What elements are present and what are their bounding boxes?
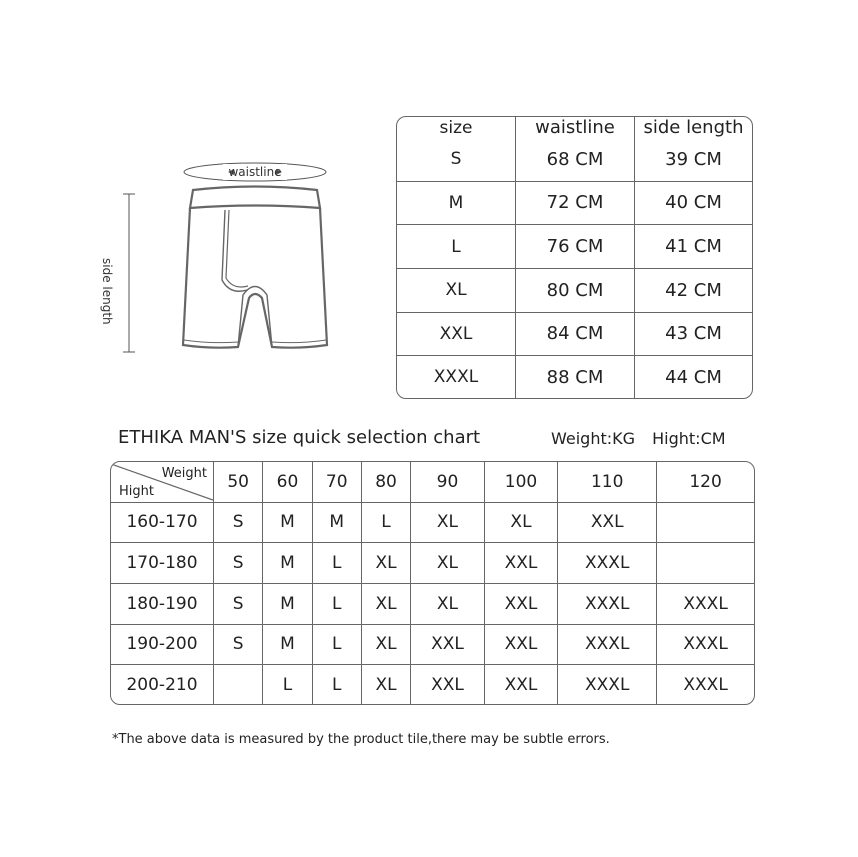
waistline-cell: 88 CM [516, 356, 635, 398]
size-cell: XL [362, 543, 411, 584]
side-length-cell: 39 CM [635, 138, 752, 182]
waistline-cell: 68 CM [516, 138, 635, 182]
header-size: size [397, 117, 516, 138]
header-waistline: waistline [516, 117, 635, 138]
side-length-measure [123, 194, 135, 352]
size-table-header [397, 117, 752, 138]
size-cell: XXL [397, 313, 516, 357]
size-cell: XXL [485, 584, 559, 625]
size-cell: XXL [411, 625, 485, 666]
height-range-cell: 180-190 [111, 584, 214, 625]
disclaimer-note: *The above data is measured by the product tile,there may be subtle errors. [112, 732, 610, 747]
table-row [397, 182, 752, 226]
size-cell: XL [362, 665, 411, 704]
size-cell: S [397, 138, 516, 182]
waistline-label: waistline [228, 165, 282, 179]
waistline-cell: 84 CM [516, 313, 635, 357]
size-cell: XL [411, 543, 485, 584]
table-row [397, 313, 752, 357]
size-cell: L [397, 225, 516, 269]
size-cell [657, 543, 754, 584]
height-range-cell: 190-200 [111, 625, 214, 666]
table-row [397, 138, 752, 182]
size-cell: M [263, 503, 312, 544]
table-row [111, 625, 754, 666]
size-cell: XL [485, 503, 559, 544]
table-row [111, 503, 754, 544]
size-cell: XXXL [397, 356, 516, 398]
size-cell: S [214, 503, 263, 544]
corner-weight-label: Weight [161, 466, 207, 481]
size-cell: L [313, 665, 362, 704]
table-row [397, 225, 752, 269]
size-cell [214, 665, 263, 704]
size-cell: L [313, 584, 362, 625]
weight-header: 60 [263, 462, 312, 503]
size-cell: M [397, 182, 516, 226]
size-cell: L [362, 503, 411, 544]
size-table [396, 116, 753, 399]
quick-selection-table [110, 461, 755, 705]
size-cell: M [263, 543, 312, 584]
size-cell: XXXL [558, 625, 657, 666]
size-cell: M [263, 584, 312, 625]
size-cell [657, 503, 754, 544]
size-cell: XL [411, 584, 485, 625]
size-cell: L [313, 625, 362, 666]
weight-header: 110 [558, 462, 657, 503]
height-range-cell: 160-170 [111, 503, 214, 544]
weight-header: 70 [313, 462, 362, 503]
size-cell: XXXL [558, 584, 657, 625]
size-cell: S [214, 543, 263, 584]
waistline-cell: 80 CM [516, 269, 635, 313]
size-cell: XL [362, 584, 411, 625]
size-cell: M [263, 625, 312, 666]
size-cell: XL [362, 625, 411, 666]
size-cell: XXXL [683, 674, 728, 695]
size-cell: XXXL [657, 584, 754, 625]
side-length-cell: 41 CM [635, 225, 752, 269]
waistline-cell: 76 CM [516, 225, 635, 269]
size-cell: S [214, 625, 263, 666]
weight-header: 50 [214, 462, 263, 503]
table-row [111, 543, 754, 584]
height-range-cell: 200-210 [111, 665, 214, 704]
side-length-label: side length [100, 258, 114, 325]
height-range-cell: 170-180 [111, 543, 214, 584]
weight-unit-label: Weight:KG [551, 429, 636, 448]
size-cell: L [313, 543, 362, 584]
shorts-illustration [110, 150, 360, 365]
size-cell: XXL [411, 665, 485, 704]
table-row [397, 269, 752, 313]
table-row [397, 356, 752, 398]
size-cell: XXL [485, 665, 559, 704]
corner-height-label: Hight [119, 483, 154, 499]
side-length-cell: 44 CM [665, 366, 722, 388]
size-cell: XL [397, 269, 516, 313]
size-cell: XL [411, 503, 485, 544]
weight-header: 90 [411, 462, 485, 503]
size-cell: XXL [558, 503, 657, 544]
weight-header-row [111, 462, 754, 503]
size-cell: XXXL [558, 665, 657, 704]
size-cell: L [263, 665, 312, 704]
table-row [111, 665, 754, 704]
waistline-measure [184, 163, 326, 181]
size-cell: M [313, 503, 362, 544]
table-row [111, 584, 754, 625]
size-cell: XXXL [558, 543, 657, 584]
size-cell: XXXL [657, 625, 754, 666]
size-cell: XXL [485, 543, 559, 584]
weight-header: 100 [485, 462, 559, 503]
chart-title: ETHIKA MAN'S size quick selection chart [118, 427, 481, 448]
units-legend [551, 429, 726, 448]
corner-cell [111, 462, 214, 503]
size-cell: XXL [485, 625, 559, 666]
weight-header: 80 [362, 462, 411, 503]
side-length-cell: 40 CM [635, 182, 752, 226]
height-unit-label: Hight:CM [652, 429, 726, 448]
weight-header: 120 [657, 462, 754, 503]
side-length-cell: 43 CM [635, 313, 752, 357]
waistline-cell: 72 CM [516, 182, 635, 226]
header-side-length: side length [643, 117, 744, 138]
side-length-cell: 42 CM [635, 269, 752, 313]
shorts-outline [183, 187, 327, 348]
size-cell: S [214, 584, 263, 625]
